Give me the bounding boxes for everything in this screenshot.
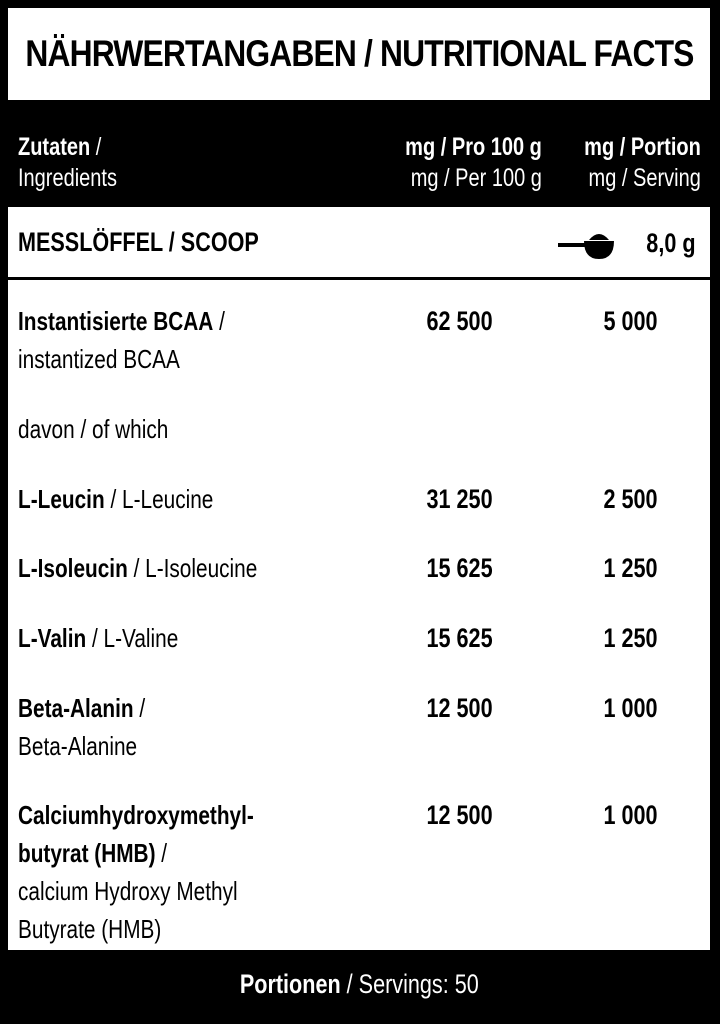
ingredients-table [8, 280, 710, 950]
value-per100: 31 250 [426, 484, 493, 514]
ingredient-name: L-Valin / L-Valine [18, 623, 179, 653]
scoop-value: 8,0 g [646, 228, 696, 258]
page-title: NÄHRWERTANGABEN / NUTRITIONAL FACTS [24, 33, 694, 74]
ingredient-name: L-Isoleucin / L-Isoleucine [18, 553, 258, 583]
scoop-label: MESSLÖFFEL / SCOOP [18, 227, 259, 257]
title-box [8, 8, 710, 100]
table-header [8, 100, 710, 205]
value-per100: 15 625 [426, 623, 493, 653]
value-per100: 12 500 [426, 693, 493, 723]
value-per100: 62 500 [426, 306, 493, 336]
ingredient-name: Beta-Alanin / Beta-Alanine [18, 693, 146, 761]
scoop-row [8, 207, 710, 277]
value-serving: 5 000 [603, 306, 658, 336]
header-per100-de: mg / Pro 100 g [405, 133, 542, 161]
header-ingredients-de: Zutaten [18, 133, 91, 161]
value-per100: 15 625 [426, 553, 493, 583]
header-per100 [371, 132, 542, 194]
servings-footer [8, 953, 710, 1016]
servings-label-de: Portionen [239, 969, 341, 999]
value-serving: 1 250 [603, 553, 658, 583]
ingredient-name: L-Leucin / L-Leucine [18, 484, 214, 514]
header-serving [555, 132, 701, 194]
header-ingredients [18, 132, 142, 194]
header-ingredients-en: Ingredients [18, 164, 117, 192]
value-serving: 1 250 [603, 623, 658, 653]
value-serving: 1 000 [603, 693, 658, 723]
of-which-note: davon / of which [18, 414, 169, 444]
servings-label-en: / Servings: 50 [340, 969, 479, 999]
value-serving: 2 500 [603, 484, 658, 514]
header-serving-de: mg / Portion [584, 133, 701, 161]
header-serving-en: mg / Serving [588, 164, 701, 192]
ingredient-name: Calciumhydroxymethyl- butyrat (HMB) / calcium Hydroxy Methyl Butyrate (HMB) [18, 800, 254, 944]
value-per100: 12 500 [426, 800, 493, 830]
nutrition-label [8, 8, 710, 1016]
header-per100-en: mg / Per 100 g [410, 164, 542, 192]
value-serving: 1 000 [603, 800, 658, 830]
scoop-icon [556, 225, 614, 259]
header-ingredients-sep: / [90, 133, 102, 161]
ingredient-name: Instantisierte BCAA / instantized BCAA [18, 306, 225, 374]
